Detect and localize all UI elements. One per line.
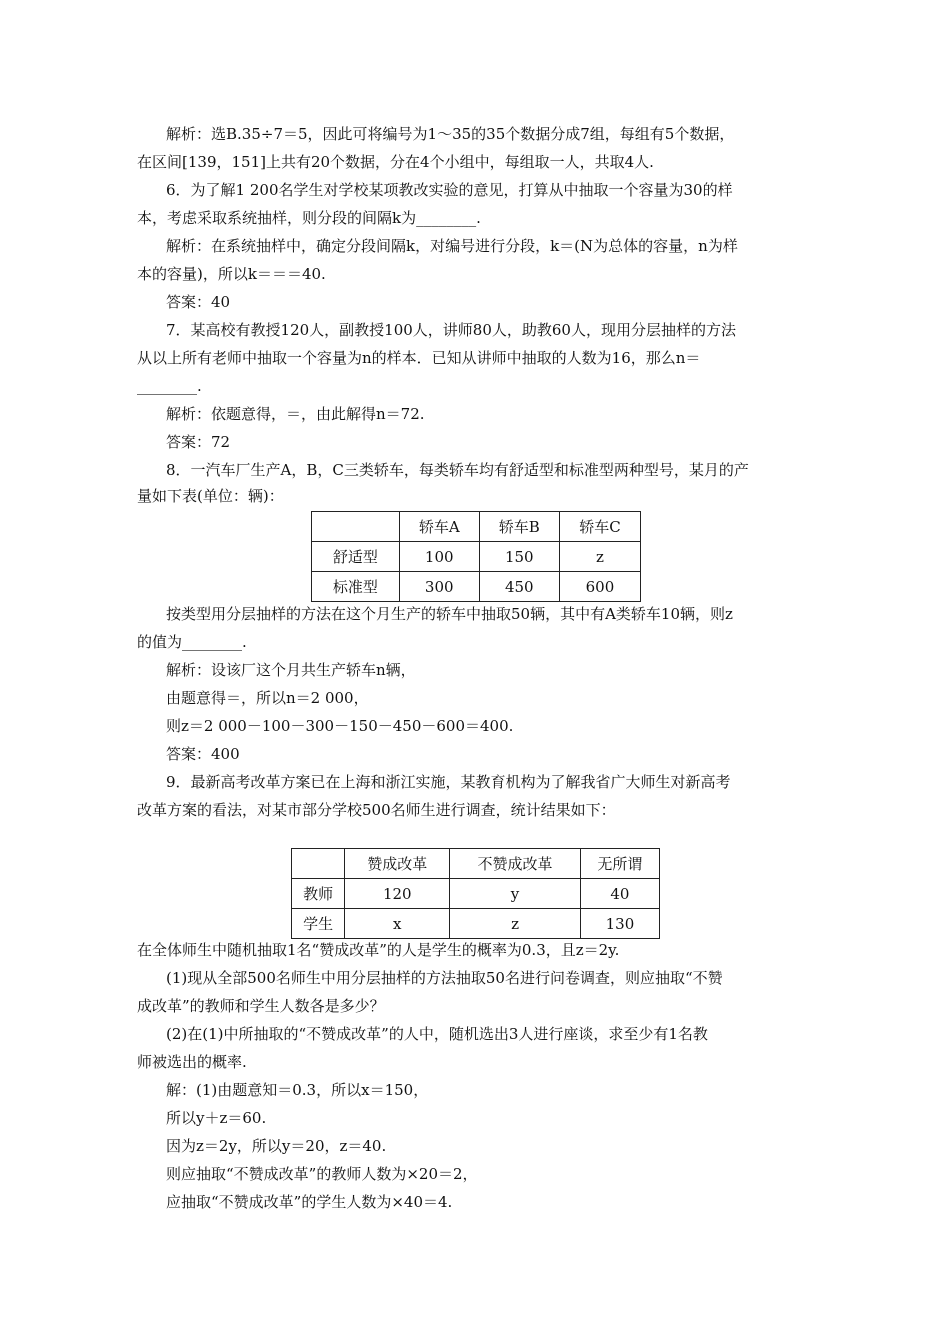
table-cell: z xyxy=(450,909,581,939)
text-line: 解析：依题意得，＝，由此解得n＝72. xyxy=(166,405,425,423)
text-line: 由题意得＝，所以n＝2 000， xyxy=(166,689,369,707)
table-cell: 不赞成改革 xyxy=(450,849,581,879)
text-line: 量如下表(单位：辆)： xyxy=(137,487,284,505)
text-line: 8．一汽车厂生产A，B，C三类轿车，每类轿车均有舒适型和标准型两种型号，某月的产 xyxy=(166,461,749,479)
text-line: 解析：设该厂这个月共生产轿车n辆， xyxy=(166,661,416,679)
text-line: 答案：72 xyxy=(166,433,231,451)
text-line: 从以上所有老师中抽取一个容量为n的样本．已知从讲师中抽取的人数为16，那么n＝ xyxy=(137,349,701,367)
table-cell xyxy=(292,849,345,879)
table-cell: 学生 xyxy=(292,909,345,939)
table-cell: 赞成改革 xyxy=(345,849,450,879)
text-line: (2)在(1)中所抽取的“不赞成改革”的人中，随机选出3人进行座谈，求至少有1名教 xyxy=(166,1025,708,1043)
car-production-table xyxy=(311,511,641,602)
text-line: 解析：选B.35÷7＝5，因此可将编号为1～35的35个数据分成7组，每组有5个数据， xyxy=(166,125,735,143)
table-row xyxy=(312,512,641,542)
text-line: 在区间[139，151]上共有20个数据，分在4个小组中，每组取一人，共取4人. xyxy=(137,153,654,171)
table-cell: 40 xyxy=(580,879,659,909)
table-cell: 轿车A xyxy=(399,512,479,542)
text-line: 本的容量)，所以k＝＝＝40. xyxy=(137,265,326,283)
text-line: 9．最新高考改革方案已在上海和浙江实施，某教育机构为了解我省广大师生对新高考 xyxy=(166,773,731,791)
text-line: 所以y＋z＝60. xyxy=(166,1109,267,1127)
text-line: ________. xyxy=(137,377,202,395)
table-cell: 450 xyxy=(479,572,559,602)
table-cell: 标准型 xyxy=(312,572,400,602)
table-cell: 100 xyxy=(399,542,479,572)
table-cell: 600 xyxy=(559,572,640,602)
text-line: 答案：400 xyxy=(166,745,240,763)
table-row xyxy=(292,909,660,939)
text-line: 答案：40 xyxy=(166,293,231,311)
table-row xyxy=(292,849,660,879)
table-cell: 轿车B xyxy=(479,512,559,542)
table-row xyxy=(292,879,660,909)
table-cell: 轿车C xyxy=(559,512,640,542)
survey-table xyxy=(291,848,660,939)
text-line: 在全体师生中随机抽取1名“赞成改革”的人是学生的概率为0.3，且z＝2y. xyxy=(137,941,620,959)
table-row xyxy=(312,542,641,572)
table-cell: 120 xyxy=(345,879,450,909)
table-cell: 130 xyxy=(580,909,659,939)
text-line: 解析：在系统抽样中，确定分段间隔k，对编号进行分段，k＝(N为总体的容量，n为样 xyxy=(166,237,738,255)
text-line: 则应抽取“不赞成改革”的教师人数为×20＝2， xyxy=(166,1165,478,1183)
table-cell: 无所谓 xyxy=(580,849,659,879)
table-cell: z xyxy=(559,542,640,572)
text-line: 6．为了解1 200名学生对学校某项教改实验的意见，打算从中抽取一个容量为30的样 xyxy=(166,181,733,199)
table-cell xyxy=(312,512,400,542)
text-line: (1)现从全部500名师生中用分层抽样的方法抽取50名进行问卷调查，则应抽取“不赞 xyxy=(166,969,723,987)
table-cell: 150 xyxy=(479,542,559,572)
text-line: 应抽取“不赞成改革”的学生人数为×40＝4. xyxy=(166,1193,453,1211)
text-line: 的值为________. xyxy=(137,633,247,651)
table-cell: 教师 xyxy=(292,879,345,909)
table-cell: 舒适型 xyxy=(312,542,400,572)
text-line: 按类型用分层抽样的方法在这个月生产的轿车中抽取50辆，其中有A类轿车10辆，则z xyxy=(166,605,733,623)
text-line: 7．某高校有教授120人，副教授100人，讲师80人，助教60人，现用分层抽样的方法 xyxy=(166,321,736,339)
text-line: 因为z＝2y，所以y＝20，z＝40. xyxy=(166,1137,387,1155)
table-cell: x xyxy=(345,909,450,939)
text-line: 本，考虑采取系统抽样，则分段的间隔k为________. xyxy=(137,209,481,227)
text-line: 解：(1)由题意知＝0.3，所以x＝150， xyxy=(166,1081,429,1099)
text-line: 师被选出的概率. xyxy=(137,1053,247,1071)
table-row xyxy=(312,572,641,602)
table-cell: 300 xyxy=(399,572,479,602)
text-line: 则z＝2 000－100－300－150－450－600＝400. xyxy=(166,717,514,735)
text-line: 改革方案的看法，对某市部分学校500名师生进行调查，统计结果如下： xyxy=(137,801,616,819)
text-line: 成改革”的教师和学生人数各是多少？ xyxy=(137,997,385,1015)
table-cell: y xyxy=(450,879,581,909)
